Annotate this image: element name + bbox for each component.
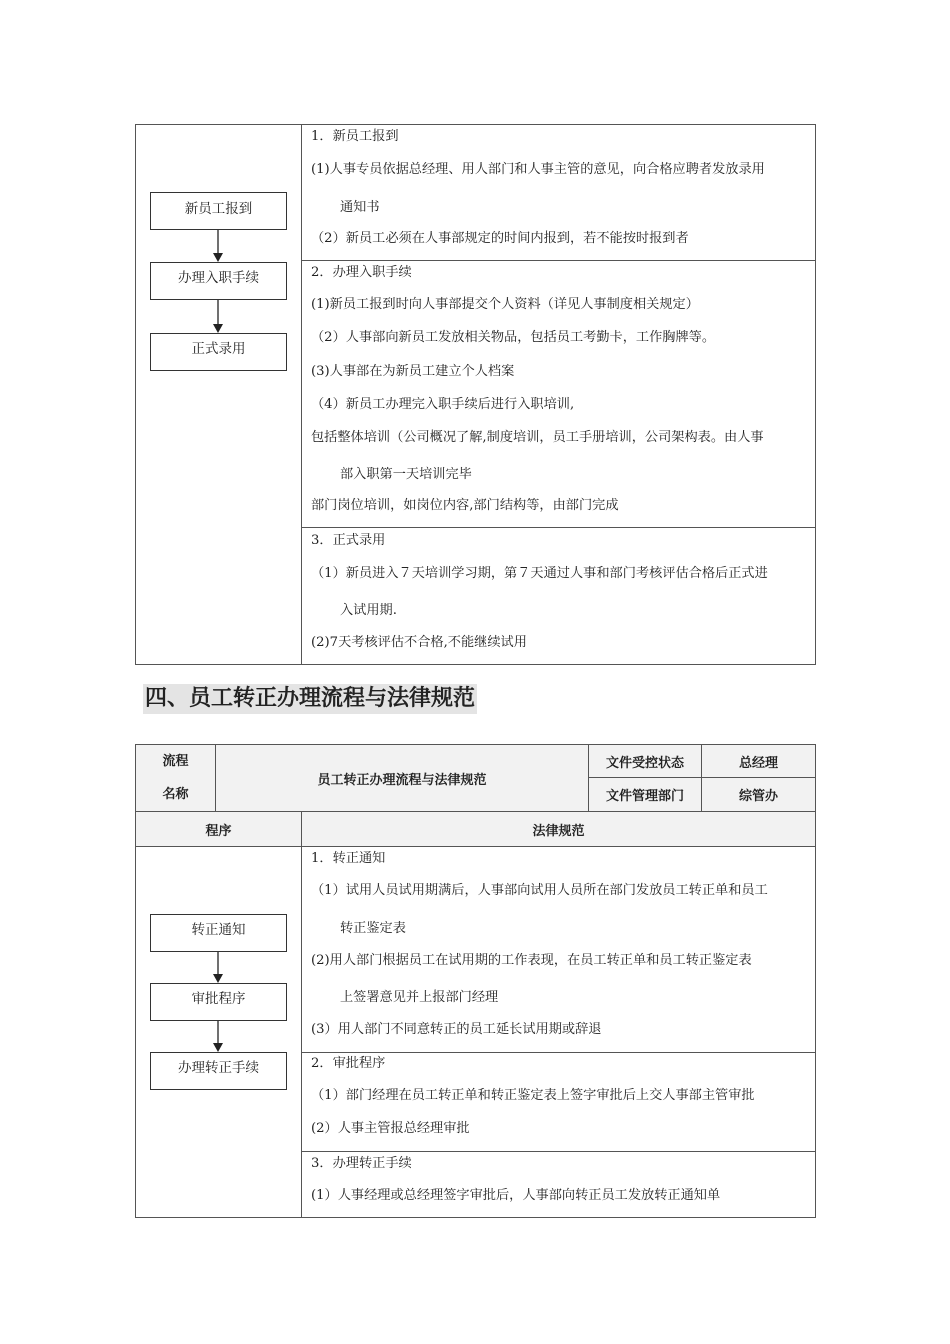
body-line: （2）人事部向新员工发放相关物品，包括员工考勤卡，工作胸牌等。 (311, 330, 716, 345)
section-heading: 2．办理入职手续 (311, 265, 412, 280)
managing-dept-value: 综管办 (738, 789, 778, 804)
flow-box-regularization-notice: 转正通知 (150, 914, 287, 952)
body-line: 上签署意见并上报部门经理 (340, 990, 499, 1005)
control-label-cell (588, 744, 702, 778)
body-line: (3)人事部在为新员工建立个人档案 (311, 364, 515, 379)
dept-label-cell (588, 777, 702, 812)
procedure-column-header (135, 811, 302, 847)
section-heading: 1．新员工报到 (311, 129, 399, 144)
body-line: （1）试用人员试用期满后，人事部向试用人员所在部门发放员工转正单和员工 (311, 883, 768, 898)
dept-value-cell (701, 777, 816, 812)
name-label-line-1: 流程 (162, 753, 189, 769)
body-line: (2)7天考核评估不合格,不能继续试用 (311, 635, 527, 650)
body-line: （4）新员工办理完入职手续后进行入职培训, (311, 397, 575, 412)
legal-header-text: 法律规范 (532, 823, 585, 839)
body-line: （1）部门经理在员工转正单和转正鉴定表上签字审批后上交人事部主管审批 (311, 1088, 755, 1103)
body-line: (2）人事主管报总经理审批 (311, 1121, 470, 1136)
flow-box-onboarding-procedure: 办理入职手续 (150, 262, 287, 300)
body-line: 通知书 (340, 200, 380, 215)
body-line: (1）人事经理或总经理签字审批后，人事部向转正员工发放转正通知单 (311, 1188, 721, 1203)
control-status-label: 文件受控状态 (605, 755, 684, 771)
arrow-head (213, 324, 223, 333)
name-label-cell (135, 744, 216, 812)
body-line: (1)新员工报到时向人事部提交个人资料（详见人事制度相关规定） (311, 297, 699, 312)
body-line: (3）用人部门不同意转正的员工延长试用期或辞退 (311, 1022, 602, 1037)
body-line: (2)用人部门根据员工在试用期的工作表现，在员工转正单和员工转正鉴定表 (311, 953, 752, 968)
body-line: (1)人事专员依据总经理、用人部门和人事主管的意见，向合格应聘者发放录用 (311, 162, 765, 177)
arrow-head (213, 253, 223, 262)
process-name-cell (215, 744, 589, 812)
legal-column-header (301, 811, 816, 847)
section-heading: 1．转正通知 (311, 851, 386, 866)
body-line: （1）新员进入７天培训学习期，第７天通过人事和部门考核评估合格后正式进 (311, 566, 768, 581)
flow-box-formal-hire: 正式录用 (150, 333, 287, 371)
body-line: 包括整体培训（公司概况了解,制度培训，员工手册培训，公司架构表。由人事 (311, 430, 764, 445)
body-line: 入试用期. (340, 603, 397, 618)
flow-box-regularization-procedure: 办理转正手续 (150, 1052, 287, 1090)
managing-dept-label: 文件管理部门 (605, 789, 684, 804)
flow-box-new-employee-report: 新员工报到 (150, 192, 287, 230)
name-label-line-2: 名称 (162, 786, 189, 802)
body-line: 部门岗位培训，如岗位内容,部门结构等，由部门完成 (311, 498, 619, 513)
arrow-head (213, 974, 223, 983)
body-line: 部入职第一天培训完毕 (340, 467, 472, 482)
flow-box-approval-procedure: 审批程序 (150, 983, 287, 1021)
section-heading: 3．办理转正手续 (311, 1156, 412, 1171)
arrow-head (213, 1043, 223, 1052)
section-title: 四、员工转正办理流程与法律规范 (143, 684, 477, 714)
procedure-header-text: 程序 (205, 823, 232, 839)
body-line: 转正鉴定表 (340, 921, 406, 936)
section-heading: 3．正式录用 (311, 533, 386, 548)
section-heading: 2．审批程序 (311, 1056, 386, 1071)
control-value-cell (701, 744, 816, 778)
control-status-value: 总经理 (738, 755, 778, 771)
process-name: 员工转正办理流程与法律规范 (317, 772, 487, 788)
body-line: （2）新员工必须在人事部规定的时间内报到，若不能按时报到者 (311, 231, 689, 246)
